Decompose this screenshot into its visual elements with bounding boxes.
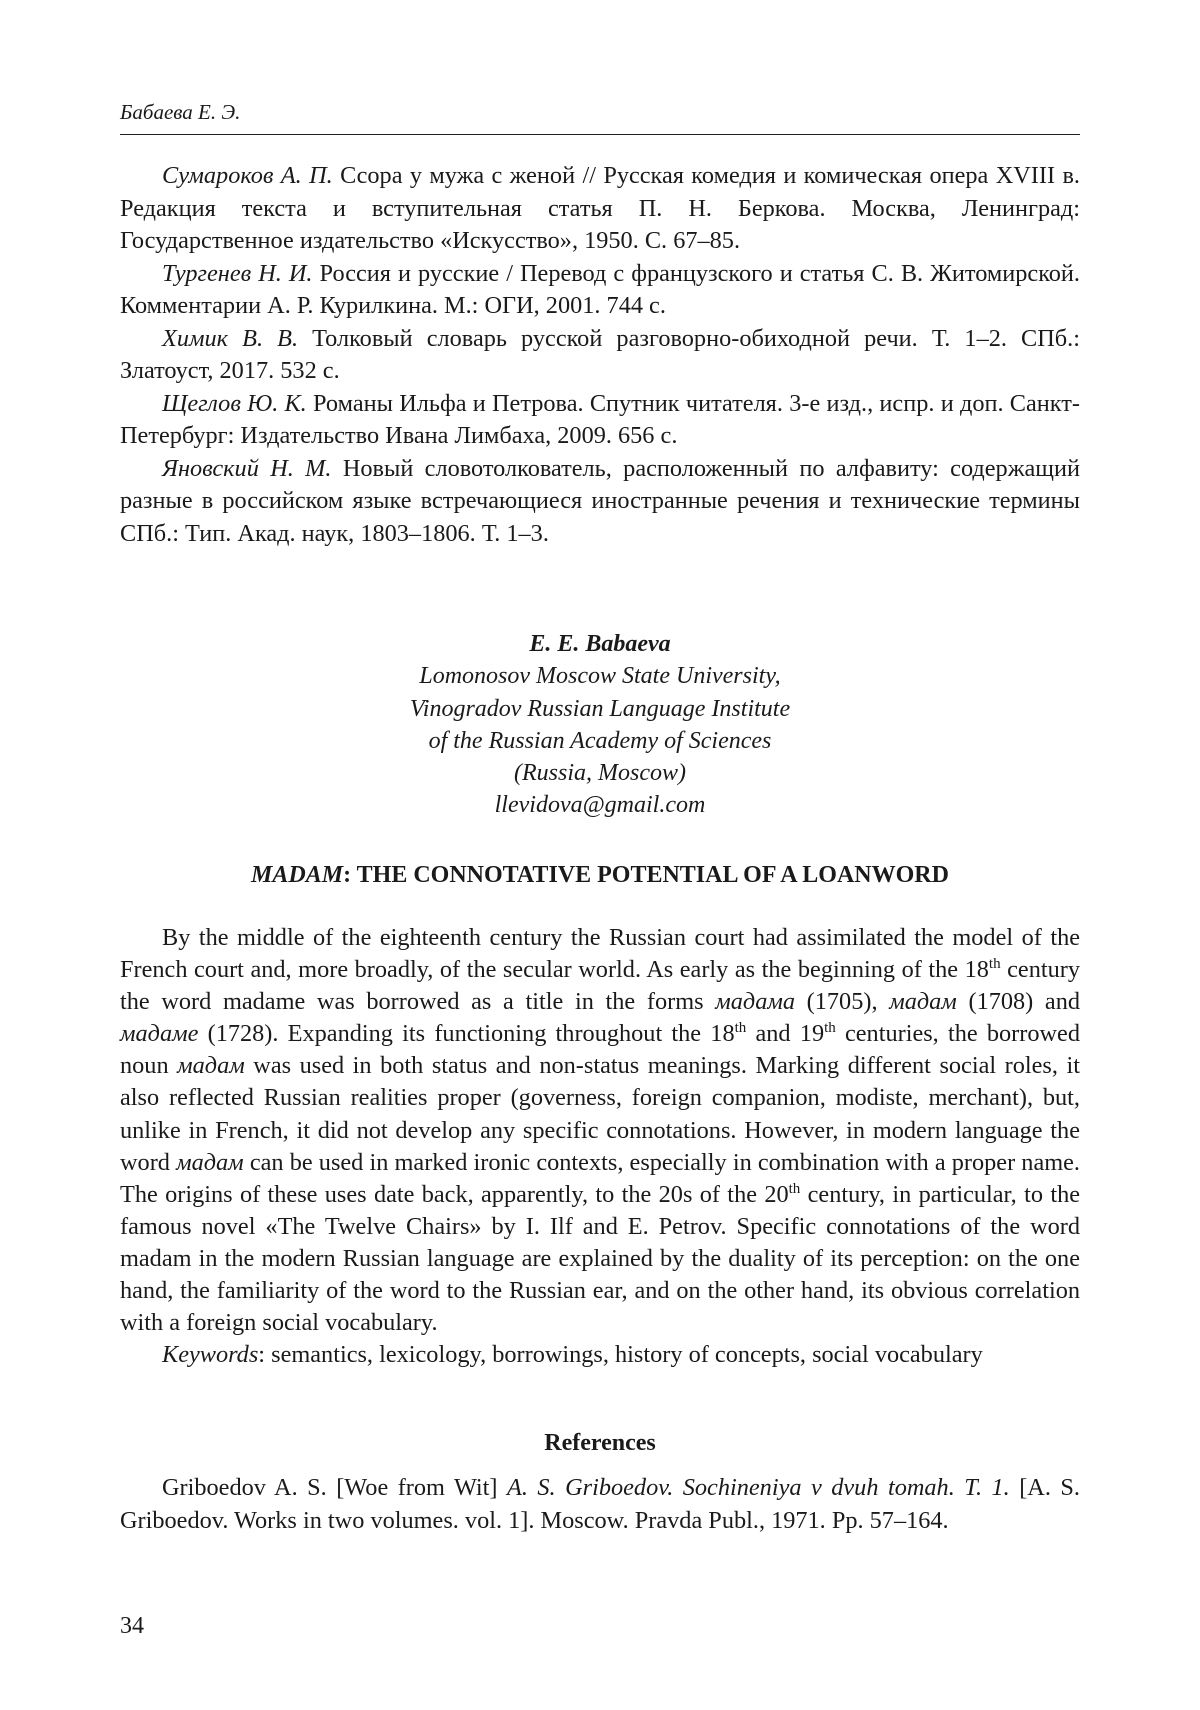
reference-text: Griboedov A. S. [Woe from Wit] [162, 1474, 507, 1501]
title-rest: : THE CONNOTATIVE POTENTIAL OF A LOANWORD [343, 862, 949, 888]
journal-page [120, 0, 1080, 1710]
ordinal-superscript: th [988, 956, 1001, 973]
reference-entry [120, 1472, 1080, 1537]
reference-author: Яновский Н. М. [162, 454, 332, 482]
author-block [120, 628, 1080, 822]
page-number: 34 [120, 1613, 144, 1639]
reference-text: [A. S. Griboedov. Works in two volumes. vol. 1]. Moscow. Pravda Publ., 1971. Pp. 57–164. [120, 1474, 1080, 1534]
reference-text: Ссора у мужа с женой // Русская комедия и комическая опера XVIII в. Редакция текста и вступительная статья П. Н. Беркова. Москва, Ленинград: Государственное издательство «Искусство», 1950. С. 67–85. [120, 162, 1080, 254]
abstract-text: centuries, the borrowed noun [120, 1020, 1080, 1080]
abstract-text: was used in both status and non-status meanings. Marking different social roles, it also reflected Russian realities proper (governess, foreign companion, modiste, merchant), but, unlike in French, it did not develop any specific connotations. However, in modern language the word [120, 1052, 1081, 1176]
abstract [120, 922, 1080, 1371]
abstract-text: and 19 [746, 1020, 825, 1048]
reference-text: Толковый словарь русской разговорно-обиходной речи. Т. 1–2. СПб.: Златоуст, 2017. 532 с. [120, 324, 1080, 384]
reference-entry [120, 160, 1080, 258]
article-title [120, 860, 1080, 890]
abstract-text: (1728). Expanding its functioning throughout the 18 [198, 1020, 735, 1048]
keywords-line [120, 1339, 1080, 1371]
affiliation-line: of the Russian Academy of Sciences [428, 727, 772, 754]
reference-author: Тургенев Н. И. [162, 259, 313, 287]
russian-references [120, 160, 1080, 550]
keywords-text: : semantics, lexicology, borrowings, history of concepts, social vocabulary [258, 1341, 983, 1369]
abstract-text: By the middle of the eighteenth century the Russian court had assimilated the model of the French court and, more broadly, of the secular world. As early as the beginning of the 18 [120, 924, 1080, 984]
reference-author: Щеглов Ю. К. [162, 389, 307, 417]
abstract-text: can be used in marked ironic contexts, especially in combination with a proper name. The origins of these uses date back, apparently, to the 20s of the 20 [120, 1148, 1081, 1208]
reference-text: Россия и русские / Перевод с французского и статья С. В. Житомирской. Комментарии А. Р. Курилкина. М.: ОГИ, 2001. 744 с. [120, 259, 1080, 319]
cyrillic-word: мадам [176, 1148, 244, 1176]
running-head: Бабаева Е. Э. [120, 100, 241, 124]
reference-entry [120, 453, 1080, 551]
author-name: E. E. Babaeva [529, 631, 671, 657]
references-heading: References [544, 1430, 656, 1456]
reference-text: Новый словотолкователь, расположенный по алфавиту: содержащий разные в российском языке встречающиеся иностранные речения и технические термины СПб.: Тип. Акад. наук, 1803–1806. Т. 1–3. [120, 454, 1080, 547]
abstract-text: (1708) and [956, 988, 1081, 1016]
abstract-text: century, in particular, to the famous novel «The Twelve Chairs» by I. Ilf and E. Petrov. Specific connotations of the word madam in the modern Russian language are explained by the duality of its perception: on the one hand, the familiarity of the word to the Russian ear, and on the other hand, its obvious correlation with a foreign social vocabulary. [120, 1180, 1081, 1337]
english-references [120, 1472, 1080, 1537]
ordinal-superscript: th [734, 1020, 747, 1037]
reference-entry [120, 323, 1080, 388]
cyrillic-word: мадаме [120, 1020, 199, 1048]
header-rule [120, 134, 1080, 135]
reference-italic: A. S. Griboedov. Sochineniya v dvuh tomah. T. 1. [507, 1474, 1010, 1501]
reference-author: Химик В. В. [162, 324, 299, 352]
affiliation-line: Lomonosov Moscow State University, [419, 663, 781, 690]
cyrillic-word: мадам [889, 988, 957, 1016]
reference-text: Романы Ильфа и Петрова. Спутник читателя. 3-е изд., испр. и доп. Санкт-Петербург: Издательство Ивана Лимбаха, 2009. 656 с. [120, 389, 1080, 449]
author-email: llevidova@gmail.com [494, 792, 706, 819]
affiliation-line: Vinogradov Russian Language Institute [409, 695, 791, 722]
ordinal-superscript: th [824, 1020, 836, 1037]
ordinal-superscript: th [788, 1180, 801, 1197]
affiliation-line: (Russia, Moscow) [514, 760, 686, 787]
reference-author: Сумароков А. П. [162, 162, 333, 189]
cyrillic-word: мадама [715, 988, 795, 1016]
title-italic-word: MADAM [251, 862, 344, 888]
cyrillic-word: мадам [177, 1052, 245, 1080]
reference-entry [120, 388, 1080, 453]
abstract-text: (1705), [795, 988, 890, 1016]
reference-entry [120, 258, 1080, 323]
abstract-text: century the word madame was borrowed as a title in the forms [120, 956, 1080, 1016]
abstract-paragraph [120, 922, 1080, 1339]
keywords-label: Keywords [162, 1341, 259, 1369]
